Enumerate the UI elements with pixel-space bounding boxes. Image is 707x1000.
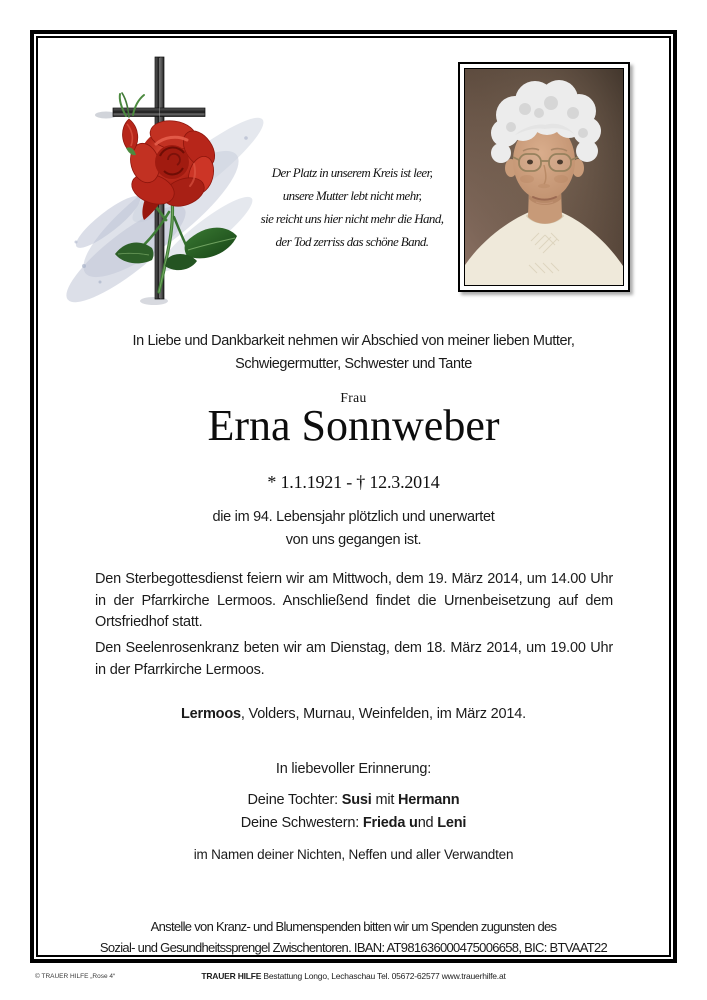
funeral-home-brand: TRAUER HILFE [201, 971, 262, 981]
family-name: Hermann [398, 792, 460, 808]
family-prefix: Deine Tochter: [247, 792, 342, 808]
funeral-service-paragraph: Den Sterbegottesdienst feiern wir am Mittwoch, dem 19. März 2014, um 14.00 Uhr in der Pfarrkirche Lermoos. Anschließend findet die Urnenbeisetzung auf dem Ortsfriedhof statt. [95, 571, 613, 630]
deceased-name: Erna Sonnweber [207, 401, 500, 450]
family-prefix: Deine Schwestern: [240, 815, 363, 831]
family-line-daughter [40, 792, 667, 808]
rose-cross-icon [56, 52, 268, 310]
memorial-poem [250, 161, 454, 253]
poem-line: unsere Mutter lebt nicht mehr, [282, 188, 422, 203]
rose-cross-artwork [56, 52, 268, 310]
portrait-photo [464, 68, 624, 286]
age-line: von uns gegangen ist. [285, 532, 422, 548]
intro-text [40, 330, 667, 375]
portrait-illustration [465, 69, 624, 286]
poem-line: sie reicht uns hier nicht mehr die Hand, [260, 211, 444, 226]
poem-line: Der Platz in unserem Kreis ist leer, [271, 165, 433, 180]
relatives-line: im Namen deiner Nichten, Neffen und aller Verwandten [193, 847, 514, 862]
birth-death-dates: * 1.1.1921 - † 12.3.2014 [267, 472, 440, 492]
rosary-paragraph: Den Seelenrosenkranz beten wir am Dienstag, dem 18. März 2014, um 19.00 Uhr in der Pfarrkirche Lermoos. [95, 640, 613, 678]
poem-line: der Tod zerriss das schöne Band. [275, 234, 429, 249]
funeral-home-footer [0, 971, 707, 981]
donation-line: Anstelle von Kranz- und Blumenspenden bitten wir um Spenden zugunsten des [150, 919, 557, 934]
remembrance-line: In liebevoller Erinnerung: [275, 761, 432, 777]
portrait-photo-frame [458, 62, 630, 292]
family-name: Frieda u [362, 815, 418, 831]
city-bold: Lermoos [181, 706, 241, 722]
funeral-home-info: Bestattung Longo, Lechaschau Tel. 05672-62577 www.trauerhilfe.at [261, 971, 506, 981]
donation-text [40, 916, 667, 958]
cities-rest: , Volders, Murnau, Weinfelden, im März 2014. [240, 706, 526, 722]
intro-line: In Liebe und Dankbarkeit nehmen wir Abschied von meiner lieben Mutter, [132, 333, 575, 349]
age-line: die im 94. Lebensjahr plötzlich und unerwartet [212, 509, 495, 525]
cities-line [40, 706, 667, 722]
family-line-sisters [40, 815, 667, 831]
donation-line: Sozial- und Gesundheitssprengel Zwischentoren. IBAN: AT981636000475006658, BIC: BTVAAT22 [99, 940, 608, 955]
family-connector: nd [417, 815, 438, 831]
age-text [40, 506, 667, 552]
family-connector: mit [371, 792, 399, 808]
family-name: Leni [437, 815, 467, 831]
copyright-note: © TRAUER HILFE „Rose 4“ [35, 973, 116, 980]
intro-line: Schwiegermutter, Schwester und Tante [235, 355, 472, 372]
salutation: Frau [340, 390, 367, 405]
family-name: Susi [341, 792, 372, 808]
